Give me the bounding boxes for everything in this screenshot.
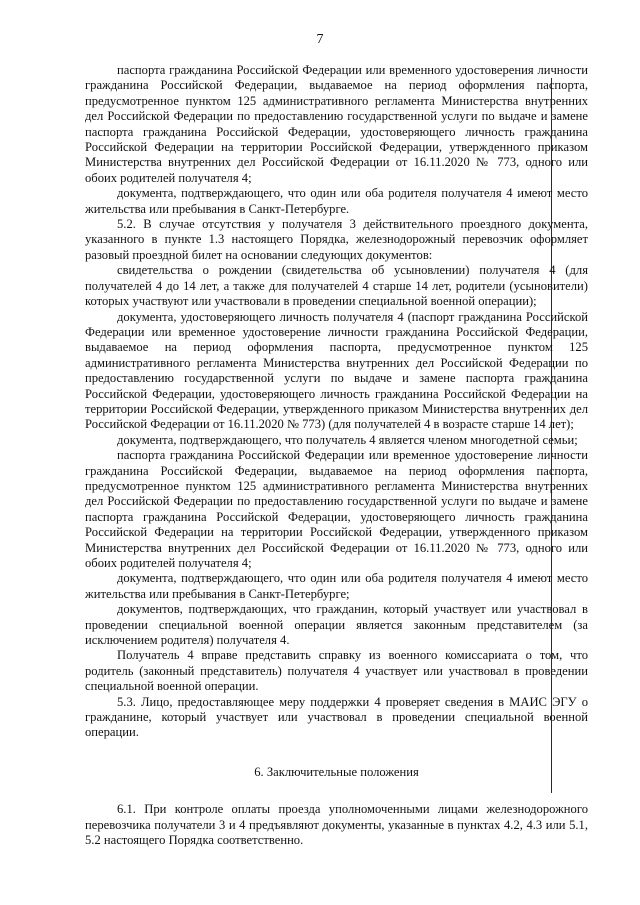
paragraph: документа, удостоверяющего личность получателя 4 (паспорт гражданина Российской Федерации или временное удостоверение личности гражданина Российской Федерации, выдаваемое на период оформления паспорта, предусмотренное пунктом 125 административного регламента Министерства внутренних дел Российской Федерации по предоставлению государственной услуги по выдаче и замене паспорта гражданина Российской Федерации, удостоверяющего личность гражданина Российской Федерации на территории Российской Федерации, утвержденного приказом Министерства внутренних дел Российской Федерации от 16.11.2020 № 773) (для получателей 4 в возрасте старше 14 лет); — [85, 309, 588, 432]
paragraph: 5.3. Лицо, предоставляющее меру поддержки 4 проверяет сведения в МАИС ЭГУ о гражданине, который участвует или участвовал в проведении специальной военной операции. — [85, 694, 588, 740]
paragraph: 5.2. В случае отсутствия у получателя 3 действительного проездного документа, указанного в пункте 1.3 настоящего Порядка, железнодорожный перевозчик оформляет разовый проездной билет на основании следующих документов: — [85, 217, 588, 262]
paragraph: документов, подтверждающих, что гражданин, который участвует или участвовал в проведении специальной военной операции является законным представителем (за исключением родителя) получателя 4. — [85, 602, 588, 648]
page-number: 7 — [316, 32, 324, 47]
document-body — [85, 63, 588, 849]
section-heading: 6. Заключительные положения — [254, 764, 419, 779]
paragraph: паспорта гражданина Российской Федерации или временное удостоверение личности гражданина Российской Федерации, выдаваемое на период оформления паспорта, предусмотренное пунктом 125 административного регламента Министерства внутренних дел Российской Федерации по предоставлению государственной услуги по выдаче и замене паспорта гражданина Российской Федерации, удостоверяющего личность гражданина Российской Федерации на территории Российской Федерации, утвержденного приказом Министерства внутренних дел Российской Федерации от 16.11.2020 № 773, одного или обоих родителей получателя 4; — [85, 448, 588, 570]
paragraph: 6.1. При контроле оплаты проезда уполномоченными лицами железнодорожного перевозчика получатели 3 и 4 предъявляют документы, указанные в пунктах 4.2, 4.3 или 5.1, 5.2 настоящего Порядка соответственно. — [85, 802, 588, 848]
paragraph: документа, подтверждающего, что один или оба родителя получателя 4 имеют место жительства или пребывания в Санкт-Петербурге. — [85, 186, 588, 216]
paragraph: документа, подтверждающего, что один или оба родителя получателя 4 имеют место жительства или пребывания в Санкт-Петербурге; — [85, 571, 588, 601]
paragraph: свидетельства о рождении (свидетельства об усыновлении) получателя 4 (для получателей 4 до 14 лет, а также для получателей 4 старше 14 лет, родители (усыновители) которых участвуют или участвовали в проведении специальной военной операции); — [85, 263, 588, 309]
paragraph: Получатель 4 вправе представить справку из военного комиссариата о том, что родитель (законный представитель) получателя 4 участвует или участвовал в проведении специальной военной операции. — [85, 648, 588, 694]
paragraph: документа, подтверждающего, что получатель 4 является членом многодетной семьи; — [117, 432, 578, 447]
paragraph: паспорта гражданина Российской Федерации или временного удостоверения личности гражданина Российской Федерации, выдаваемое на период оформления паспорта, предусмотренное пунктом 125 административного регламента Министерства внутренних дел Российской Федерации по предоставлению государственной услуги по выдаче и замене паспорта гражданина Российской Федерации, удостоверяющего личность гражданина Российской Федерации на территории Российской Федерации, утвержденного приказом Министерства внутренних дел Российской Федерации от 16.11.2020 № 773, одного или обоих родителей получателя 4; — [85, 63, 588, 185]
